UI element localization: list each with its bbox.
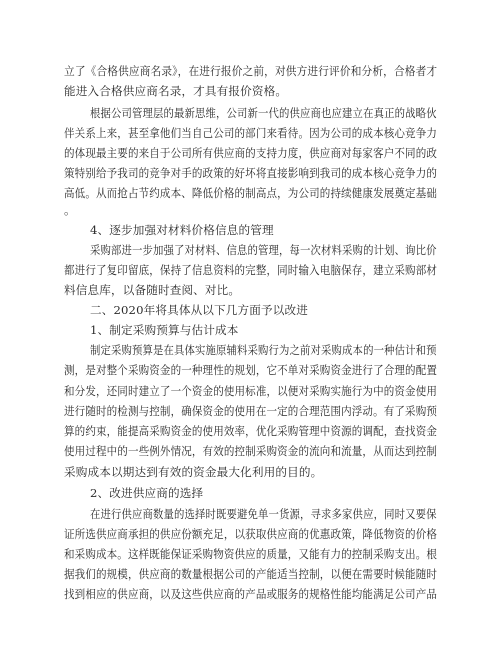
- text-line: 测，是对整个采购资金的一种理性的规划，它不单对采购资金进行了合理的配置: [64, 363, 438, 377]
- text-line: 策特别给予我司的竞争对手的政策的好坏将直接影响到我司的成本核心竞争力的: [64, 166, 438, 180]
- text-line: 据我们的规模，供应商的数量根据公司的产能适当控制，以便在需要时候能随时: [64, 567, 438, 581]
- section-heading: 1、制定采购预算与估计成本: [90, 323, 239, 337]
- text-line: 料信息库，以备随时查阅、对比。: [64, 283, 241, 297]
- text-line: 在进行供应商数量的选择时既要避免单一货源，寻求多家供应，同时又要保: [90, 507, 437, 521]
- text-line: 和分发，还同时建立了一个资金的使用标准，以便对采购实施行为中的资金使用: [64, 384, 438, 398]
- text-line: 能进入合格供应商名录，才具有报价资格。: [64, 84, 288, 98]
- text-line: 制定采购预算是在具体实施原辅料采购行为之前对采购成本的一种估计和预: [90, 343, 437, 357]
- text-line: 算的约束，能提高采购资金的使用效率，优化采购管理中资源的调配，查找资金: [64, 424, 438, 438]
- section-heading: 二、2020年将具体从以下几方面予以改进: [90, 303, 309, 317]
- text-line: 采购成本以期达到有效的资金最大化利用的目的。: [64, 465, 323, 479]
- text-line: 和采购成本。这样既能保证采购物资供应的质量，又能有力的控制采购支出。根: [64, 547, 438, 561]
- text-line: 进行随时的检测与控制，确保资金的使用在一定的合理范围内浮动。有了采购预: [64, 404, 438, 418]
- text-line: 使用过程中的一些例外情况，有效的控制采购资金的流向和流量，从而达到控制: [64, 444, 438, 458]
- text-line: 的体现最主要的来自于公司所有供应商的支持力度，供应商对每家客户不同的政: [64, 146, 438, 160]
- text-line: 证所选供应商承担的供应份额充足，以获取供应商的优惠政策，降低物资的价格: [64, 527, 438, 541]
- text-line: 伴关系上来，甚至拿他们当自己公司的部门来看待。因为公司的成本核心竞争力: [64, 126, 438, 140]
- text-line: 找到相应的供应商，以及这些供应商的产品或服务的规格性能均能满足公司产品: [64, 587, 438, 601]
- text-line: 。: [64, 203, 76, 217]
- text-line: 根据公司管理层的最新思维，公司新一代的供应商也应建立在真正的战略伙: [90, 106, 437, 120]
- text-line: 立了《合格供应商名录》，在进行报价之前，对供方进行评价和分析，合格者才: [64, 64, 438, 78]
- section-heading: 2、改进供应商的选择: [90, 486, 204, 500]
- text-line: 高低。从而抢占节约成本、降低价格的制高点，为公司的持续健康发展奠定基础: [64, 186, 438, 200]
- section-heading: 4、逐步加强对材料价格信息的管理: [90, 223, 274, 237]
- text-line: 采购部进一步加强了对材料、信息的管理，每一次材料采购的计划、询比价: [90, 243, 437, 257]
- text-line: 都进行了复印留底，保持了信息资料的完整，同时输入电脑保存，建立采购部材: [64, 263, 438, 277]
